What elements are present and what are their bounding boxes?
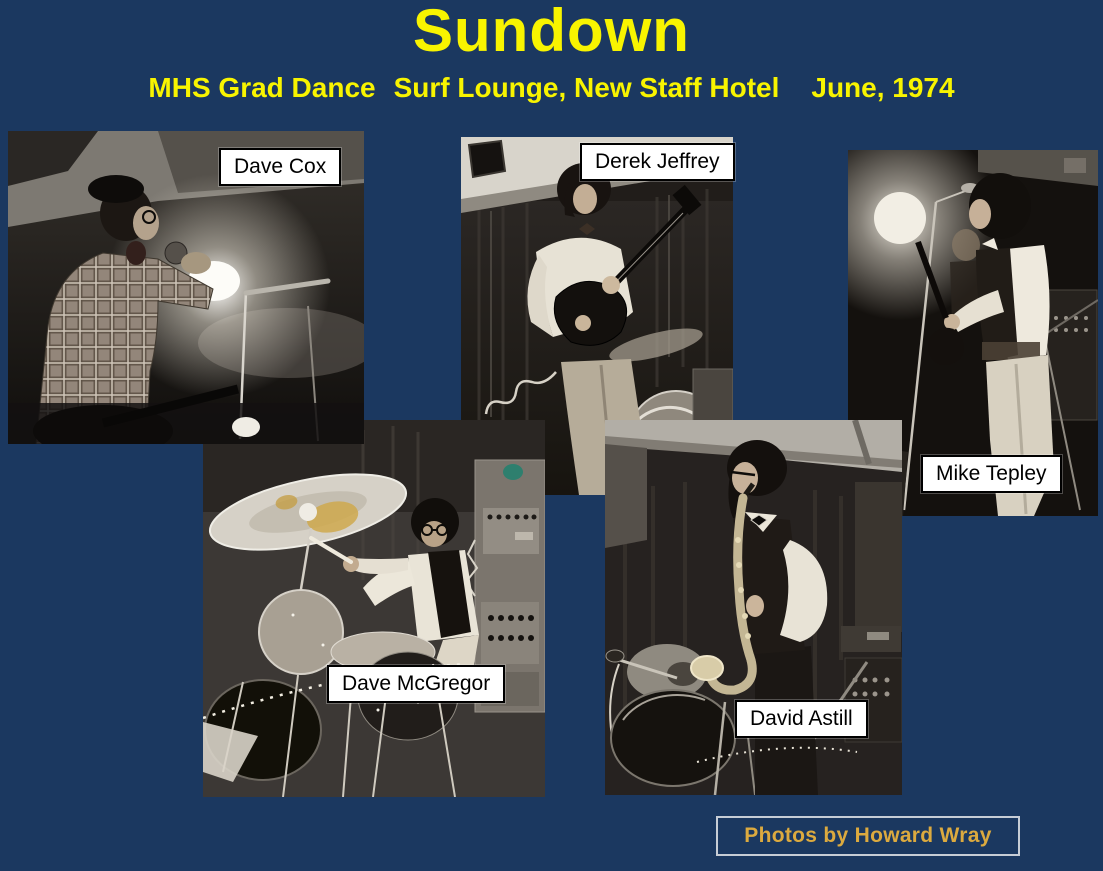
photo-label-dave-cox: Dave Cox	[219, 148, 341, 186]
photo-label-dave-mcgregor: Dave McGregor	[327, 665, 505, 703]
photo-label-david-astill: David Astill	[735, 700, 868, 738]
subtitle-date: June, 1974	[811, 72, 955, 103]
subtitle-venue: Surf Lounge, New Staff Hotel	[393, 72, 780, 103]
credit-box	[716, 816, 1020, 856]
photo-label-mike-tepley: Mike Tepley	[921, 455, 1062, 493]
page-title: Sundown	[413, 0, 690, 64]
stage-photo-david-astill-illustration	[605, 420, 902, 795]
subtitle-event: MHS Grad Dance	[148, 72, 376, 103]
photo-label-derek-jeffrey: Derek Jeffrey	[580, 143, 735, 181]
stage-photo-dave-mcgregor-illustration	[203, 420, 545, 797]
credit-text: Photos by Howard Wray	[744, 824, 992, 847]
photo-david-astill	[605, 420, 902, 795]
photo-dave-mcgregor	[203, 420, 545, 797]
subtitle	[0, 72, 1103, 104]
